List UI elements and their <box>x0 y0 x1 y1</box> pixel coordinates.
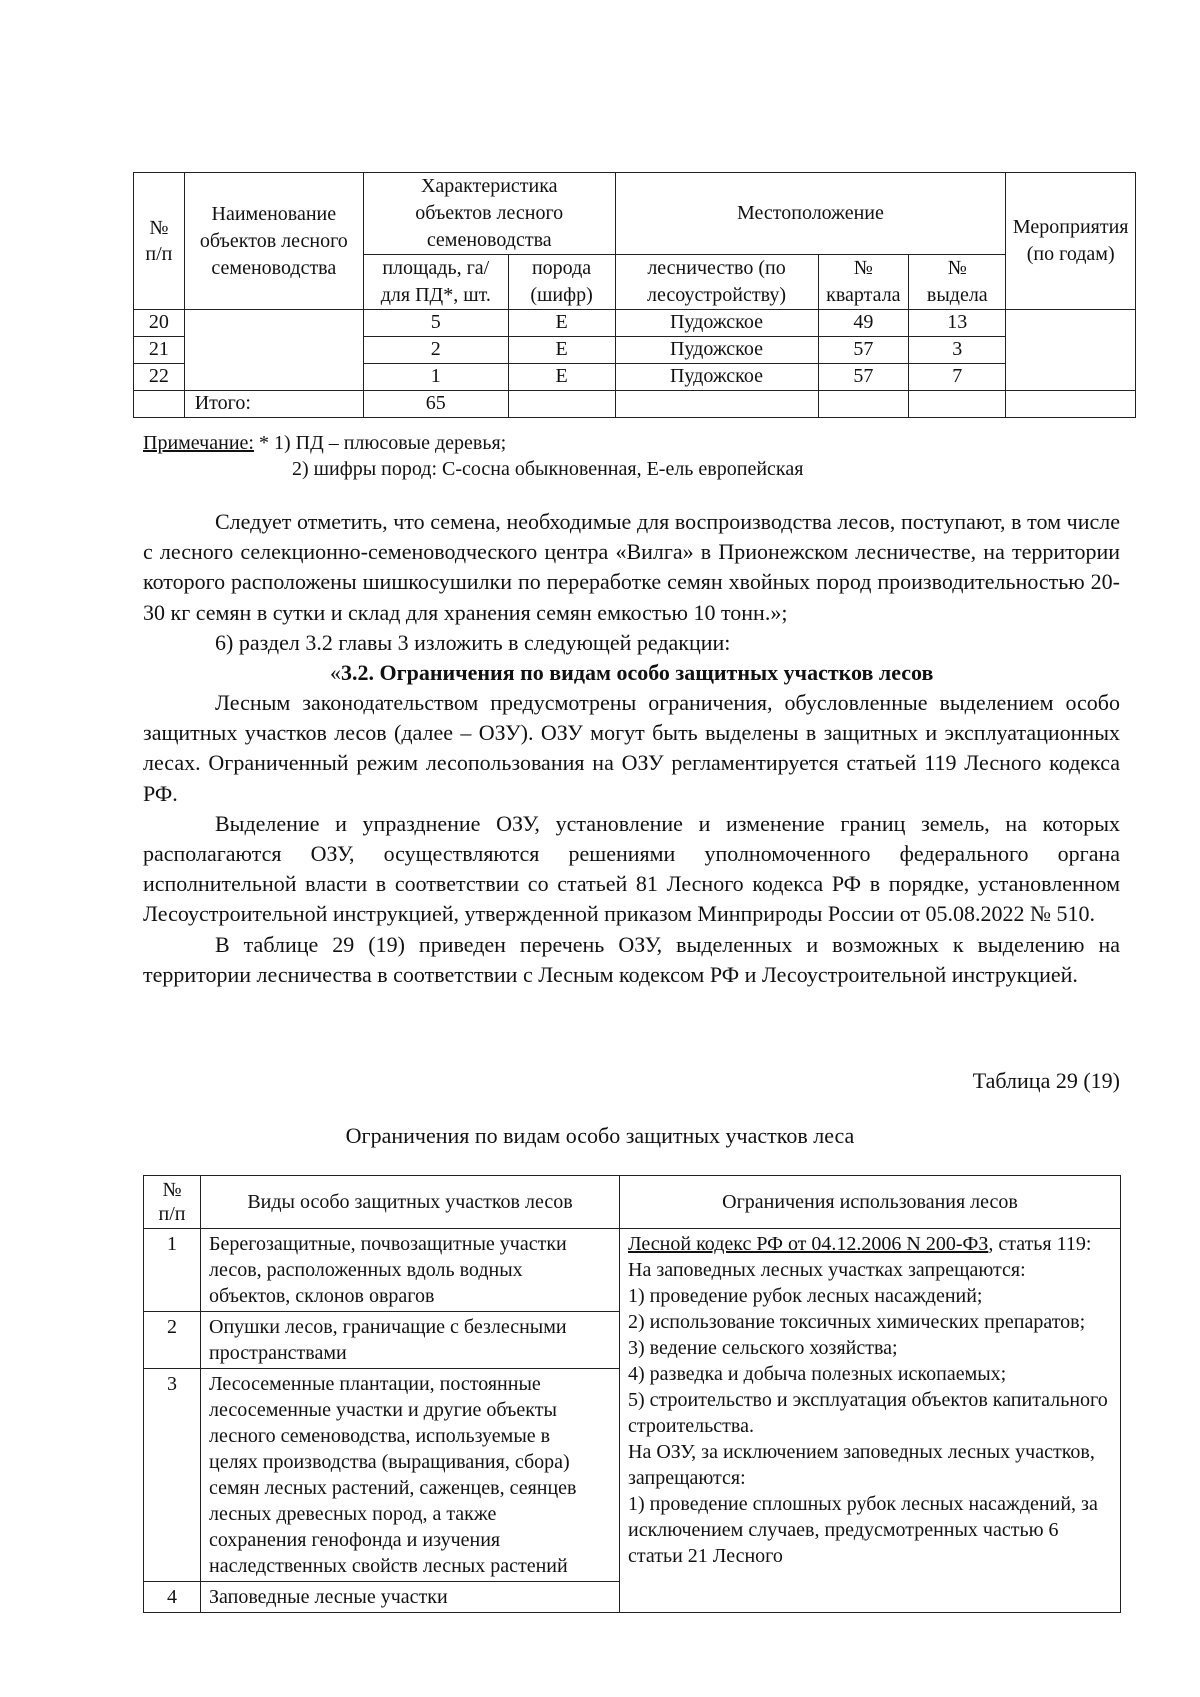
row-num: 4 <box>144 1582 201 1613</box>
row-kind: Берегозащитные, почвозащитные участки лесов, расположенных вдоль водных объектов, склонов оврагов <box>201 1229 620 1312</box>
total-empty <box>909 391 1006 418</box>
col-kinds-header: Виды особо защитных участков лесов <box>201 1176 620 1229</box>
col-location-header: Местоположение <box>615 173 1006 255</box>
row-quarter: 49 <box>818 310 909 337</box>
row-area: 2 <box>363 337 508 364</box>
row-num: 21 <box>134 337 185 364</box>
row-plot: 13 <box>909 310 1006 337</box>
row-measures <box>1006 364 1136 391</box>
col-plot-header: № выдела <box>909 255 1006 310</box>
row-species: Е <box>508 364 615 391</box>
row-quarter: 57 <box>818 337 909 364</box>
row-quarter: 57 <box>818 364 909 391</box>
paragraph: Следует отметить, что семена, необходимые для воспроизводства лесов, поступают, в том числе с лесного селекционно-семеноводческого центра «Вилга» в Прионежском лесничестве, на территории которого расположены шишкосушилки по переработке семян хвойных пород производительностью 20-30 кг семян в сутки и склад для хранения семян емкостью 10 тонн.»; <box>143 509 1120 625</box>
table-row <box>134 310 1136 337</box>
law-link[interactable]: Лесной кодекс РФ от 04.12.2006 N 200-ФЗ <box>628 1233 989 1255</box>
restrictions-table <box>143 1175 1121 1613</box>
row-forestry: Пудожское <box>615 364 818 391</box>
law-article: , статья 119: <box>988 1233 1092 1255</box>
limit-line: 1) проведение рубок лесных насаждений; <box>628 1285 983 1307</box>
table-title: Ограничения по видам особо защитных участков леса <box>345 1123 855 1148</box>
body-text <box>143 507 1120 990</box>
seed-objects-table <box>133 172 1136 418</box>
limit-line: 3) ведение сельского хозяйства; <box>628 1337 898 1359</box>
col-area-header: площадь, га/ для ПД*, шт. <box>363 255 508 310</box>
limit-line: 2) использование токсичных химических препаратов; <box>628 1311 1086 1333</box>
row-forestry: Пудожское <box>615 337 818 364</box>
row-num: 3 <box>144 1369 201 1582</box>
table-row <box>134 337 1136 364</box>
heading-quote: « <box>330 660 341 686</box>
limit-line: 1) проведение сплошных рубок лесных насаждений, за исключением случаев, предусмотренных частью 6 статьи 21 Лесного <box>628 1493 1098 1567</box>
col-quarter-header: № квартала <box>818 255 909 310</box>
table-row <box>134 364 1136 391</box>
col-num-header: № п/п <box>134 173 185 310</box>
table-number: Таблица 29 (19) <box>972 1068 1120 1093</box>
note-line-2: 2) шифры пород: С-сосна обыкновенная, Е-ель европейская <box>292 458 804 480</box>
limit-line: 5) строительство и эксплуатация объектов капитального строительства. <box>628 1389 1108 1437</box>
row-kind: Опушки лесов, граничащие с безлесными пространствами <box>201 1312 620 1369</box>
paragraph: 6) раздел 3.2 главы 3 изложить в следующей редакции: <box>215 629 731 655</box>
total-value: 65 <box>363 391 508 418</box>
row-name <box>184 364 363 391</box>
row-num: 2 <box>144 1312 201 1369</box>
col-name-header: Наименование объектов лесного семеноводства <box>184 173 363 310</box>
row-name <box>184 310 363 337</box>
limit-line: 4) разведка и добыча полезных ископаемых; <box>628 1363 1007 1385</box>
row-plot: 3 <box>909 337 1006 364</box>
total-label: Итого: <box>184 391 363 418</box>
row-area: 1 <box>363 364 508 391</box>
col-measures-header: Мероприятия (по годам) <box>1006 173 1136 310</box>
total-empty <box>508 391 615 418</box>
table-note <box>143 430 1093 482</box>
total-row <box>134 391 1136 418</box>
table-row <box>144 1229 1121 1312</box>
row-species: Е <box>508 337 615 364</box>
section-heading <box>143 658 1120 688</box>
paragraph: Лесным законодательством предусмотрены ограничения, обусловленные выделением особо защитных участков лесов (далее – ОЗУ). ОЗУ могут быть выделены в защитных и эксплуатационных лесах. Ограниченный режим лесопользования на ОЗУ регламентируется статьей 119 Лесного кодекса РФ. <box>143 690 1120 806</box>
row-measures <box>1006 337 1136 364</box>
total-empty <box>818 391 909 418</box>
row-name <box>184 337 363 364</box>
col-forestry-header: лесничество (по лесоустройству) <box>615 255 818 310</box>
paragraph: В таблице 29 (19) приведен перечень ОЗУ, выделенных и возможных к выделению на территории лесничества в соответствии с Лесным кодексом РФ и Лесоустроительной инструкцией. <box>143 931 1120 987</box>
row-forestry: Пудожское <box>615 310 818 337</box>
row-num: 22 <box>134 364 185 391</box>
limits-cell <box>620 1229 1121 1613</box>
total-empty <box>1006 391 1136 418</box>
row-kind: Заповедные лесные участки <box>201 1582 620 1613</box>
row-num: 20 <box>134 310 185 337</box>
col-limits-header: Ограничения использования лесов <box>620 1176 1121 1229</box>
total-num <box>134 391 185 418</box>
row-area: 5 <box>363 310 508 337</box>
col-char-header: Характеристика объектов лесного семеноводства <box>363 173 615 255</box>
note-line-1: * 1) ПД – плюсовые деревья; <box>253 432 507 454</box>
row-plot: 7 <box>909 364 1006 391</box>
limit-line: На заповедных лесных участках запрещаются: <box>628 1259 1026 1281</box>
note-label: Примечание: <box>143 432 254 454</box>
paragraph: Выделение и упразднение ОЗУ, установление и изменение границ земель, на которых располагаются ОЗУ, осуществляются решениями уполномоченного федерального органа исполнительной власти в соответствии со статьей 81 Лесного кодекса РФ в порядке, установленном Лесоустроительной инструкцией, утвержденной приказом Минприроды России от 05.08.2022 № 510. <box>143 810 1120 927</box>
limit-line: На ОЗУ, за исключением заповедных лесных участков, запрещаются: <box>628 1441 1095 1489</box>
total-empty <box>615 391 818 418</box>
col-species-header: порода (шифр) <box>508 255 615 310</box>
row-kind: Лесосеменные плантации, постоянные лесосеменные участки и другие объекты лесного семеноводства, используемые в целях производства (выращивания, сбора) семян лесных растений, саженцев, сеянцев лесных древесных пород, а также сохранения генофонда и изучения наследственных свойств лесных растений <box>201 1369 620 1582</box>
row-num: 1 <box>144 1229 201 1312</box>
heading-text: 3.2. Ограничения по видам особо защитных участков лесов <box>341 660 934 686</box>
col-num-header: № п/п <box>144 1176 201 1229</box>
row-species: Е <box>508 310 615 337</box>
row-measures <box>1006 310 1136 337</box>
